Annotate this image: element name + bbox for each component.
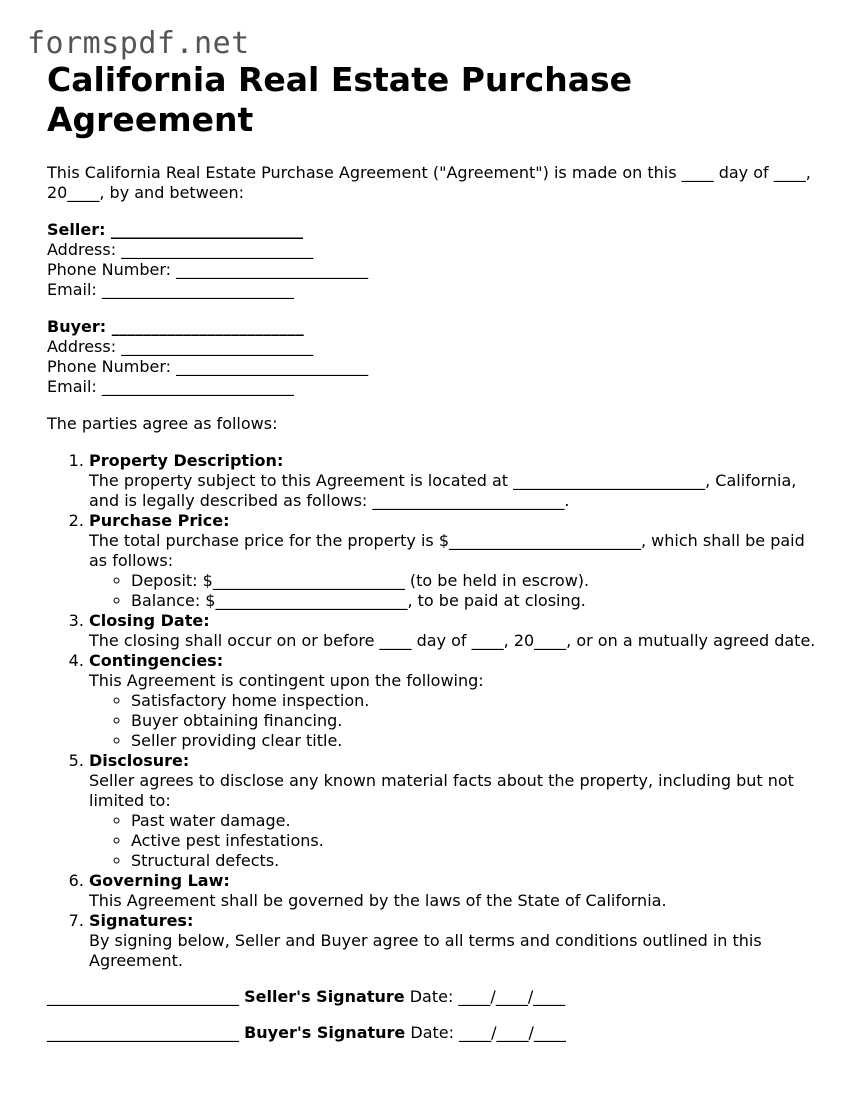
seller-signature-date-field[interactable]: Date: ____/____/____ (409, 987, 566, 1006)
section-signatures (89, 911, 817, 971)
seller-name-field[interactable]: ________________________ (105, 220, 304, 239)
section-heading: Signatures: (89, 911, 194, 930)
section-governing-law (89, 871, 817, 911)
section-heading: Governing Law: (89, 871, 230, 890)
section-body: This Agreement is contingent upon the following: (89, 671, 484, 690)
seller-address-field[interactable]: Address: ________________________ (47, 240, 314, 259)
list-item: ◦ Seller providing clear title. (131, 731, 817, 751)
seller-block (47, 220, 817, 300)
sections-list (47, 451, 817, 971)
section-heading: Contingencies: (89, 651, 224, 670)
buyer-name-field[interactable]: ________________________ (106, 317, 304, 336)
list-item: ◦ Balance: $________________________, to be paid at closing. (131, 591, 817, 611)
list-item: ◦ Past water damage. (131, 811, 817, 831)
buyer-signature-line (47, 1023, 817, 1043)
list-item: ◦ Satisfactory home inspection. (131, 691, 817, 711)
buyer-signature-date-field[interactable]: Date: ____/____/____ (410, 1023, 566, 1042)
seller-signature-line (47, 987, 817, 1007)
buyer-label: Buyer: (47, 317, 107, 336)
list-item: ◦ Structural defects. (131, 851, 817, 871)
section-heading: Purchase Price: (89, 511, 230, 530)
seller-email-field[interactable]: Email: ________________________ (47, 280, 294, 299)
buyer-signature-field[interactable]: ________________________ (47, 1023, 239, 1042)
buyer-phone-field[interactable]: Phone Number: ________________________ (47, 357, 369, 376)
section-body: By signing below, Seller and Buyer agree to all terms and conditions outlined in this Agreement. (89, 931, 762, 970)
seller-signature-field[interactable]: ________________________ (47, 987, 239, 1006)
buyer-signature-label: Buyer's Signature (244, 1023, 406, 1042)
section-body: This Agreement shall be governed by the laws of the State of California. (89, 891, 667, 910)
section-body: Seller agrees to disclose any known material facts about the property, including but not limited to: (89, 771, 794, 810)
section-body: The closing shall occur on or before ____ day of ____, 20____, or on a mutually agreed date. (89, 631, 816, 650)
section-property-description (89, 451, 817, 511)
list-item: ◦ Buyer obtaining financing. (131, 711, 817, 731)
list-item: ◦ Active pest infestations. (131, 831, 817, 851)
seller-label: Seller: (47, 220, 106, 239)
section-purchase-price (89, 511, 817, 611)
parties-agree-text: The parties agree as follows: (47, 414, 278, 433)
seller-phone-field[interactable]: Phone Number: ________________________ (47, 260, 369, 279)
buyer-block (47, 317, 817, 397)
page-title: California Real Estate Purchase Agreement (47, 60, 633, 139)
section-contingencies (89, 651, 817, 751)
section-heading: Property Description: (89, 451, 284, 470)
document-body (47, 163, 817, 1043)
list-item: ◦ Deposit: $________________________ (to be held in escrow). (131, 571, 817, 591)
section-closing-date (89, 611, 817, 651)
watermark: formspdf.net (27, 26, 250, 61)
section-disclosure (89, 751, 817, 871)
buyer-email-field[interactable]: Email: ________________________ (47, 377, 294, 396)
seller-signature-label: Seller's Signature (244, 987, 405, 1006)
section-body: The total purchase price for the property is $________________________, which shall be paid as follows: (89, 531, 805, 570)
buyer-address-field[interactable]: Address: ________________________ (47, 337, 314, 356)
signature-area (47, 987, 817, 1043)
section-heading: Closing Date: (89, 611, 210, 630)
section-heading: Disclosure: (89, 751, 190, 770)
intro-paragraph: This California Real Estate Purchase Agreement ("Agreement") is made on this ____ day of ____, 20____, by and between: (47, 163, 811, 202)
section-body: The property subject to this Agreement is located at ________________________, California, and is legally described as follows: ________________________. (89, 471, 797, 510)
